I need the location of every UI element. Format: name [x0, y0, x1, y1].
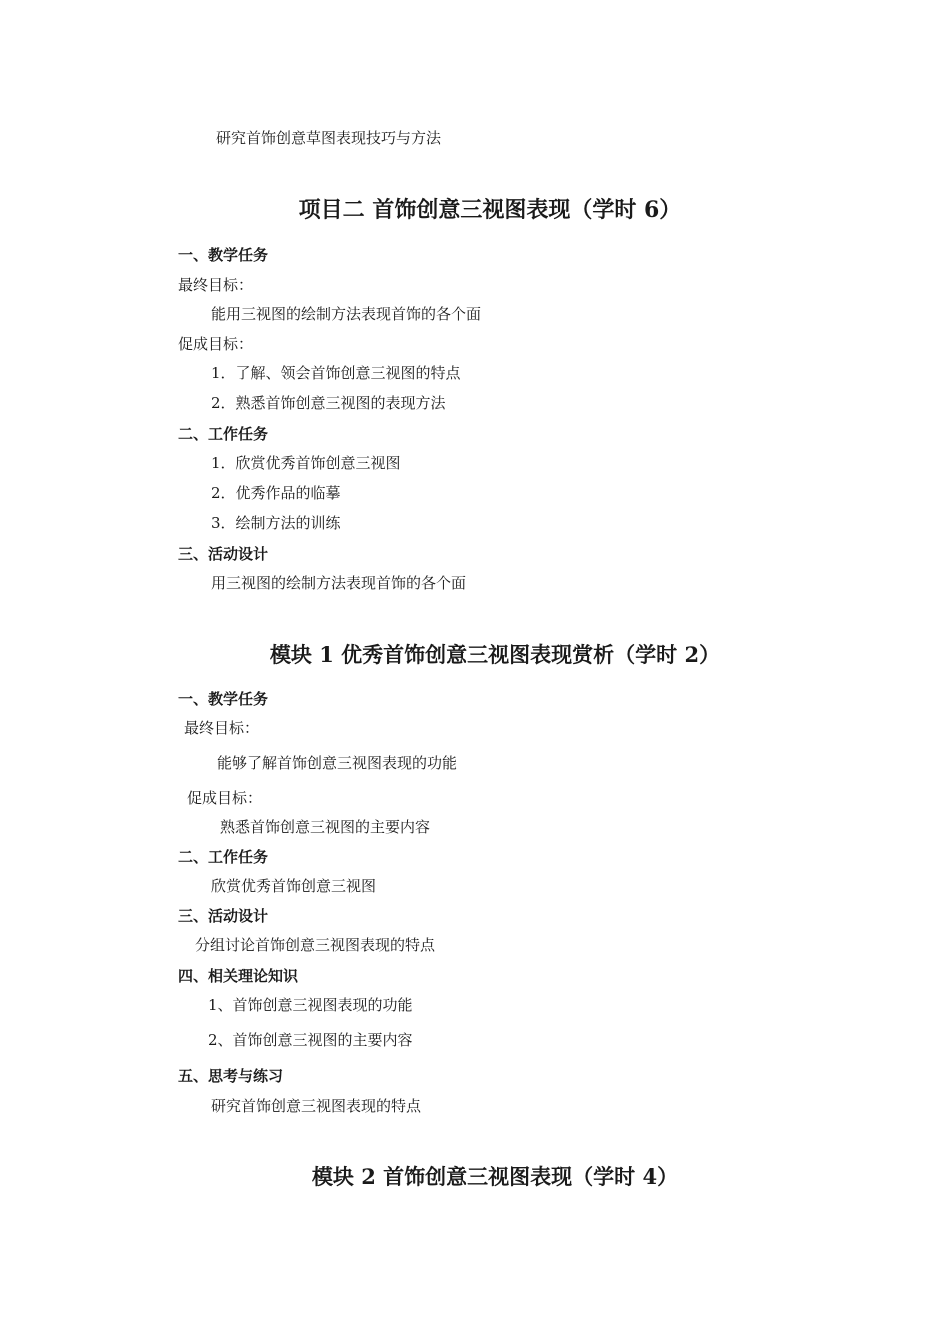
- m1-theory-2: 2、首饰创意三视图的主要内容: [208, 1031, 413, 1049]
- p2-enabling-goal-label: 促成目标：: [178, 335, 254, 353]
- p2-final-goal: 能用三视图的绘制方法表现首饰的各个面: [211, 305, 482, 323]
- p2-enabling-goal-1: 1．了解、领会首饰创意三视图的特点: [211, 364, 461, 382]
- m1-enabling-goal: 熟悉首饰创意三视图的主要内容: [220, 818, 431, 836]
- m1-work-task: 欣赏优秀首饰创意三视图: [211, 877, 377, 895]
- p2-work-task-2: 2．优秀作品的临摹: [211, 484, 341, 502]
- m1-theory-heading: 四、相关理论知识: [178, 967, 299, 985]
- m1-final-goal: 能够了解首饰创意三视图表现的功能: [217, 754, 458, 772]
- p2-teaching-task-heading: 一、教学任务: [178, 246, 269, 264]
- p2-activity-heading: 三、活动设计: [178, 545, 269, 563]
- m1-final-goal-label: 最终目标：: [184, 719, 260, 737]
- m1-activity-heading: 三、活动设计: [178, 907, 269, 925]
- module2-title: 模块 2 首饰创意三视图表现（学时 4）: [311, 1164, 679, 1189]
- p2-enabling-goal-2: 2．熟悉首饰创意三视图的表现方法: [211, 394, 446, 412]
- p2-final-goal-label: 最终目标：: [178, 276, 254, 294]
- m1-exercise: 研究首饰创意三视图表现的特点: [211, 1097, 422, 1115]
- project2-title: 项目二 首饰创意三视图表现（学时 6）: [298, 197, 682, 223]
- m1-enabling-goal-label: 促成目标：: [187, 789, 263, 807]
- intro-line: 研究首饰创意草图表现技巧与方法: [216, 129, 442, 147]
- m1-theory-1: 1、首饰创意三视图表现的功能: [208, 996, 413, 1014]
- m1-activity: 分组讨论首饰创意三视图表现的特点: [195, 936, 436, 954]
- p2-work-task-heading: 二、工作任务: [178, 425, 269, 443]
- m1-work-task-heading: 二、工作任务: [178, 848, 269, 866]
- p2-work-task-3: 3．绘制方法的训练: [211, 514, 341, 532]
- p2-activity: 用三视图的绘制方法表现首饰的各个面: [211, 574, 467, 592]
- p2-work-task-1: 1．欣赏优秀首饰创意三视图: [211, 454, 401, 472]
- module1-title: 模块 1 优秀首饰创意三视图表现赏析（学时 2）: [269, 642, 721, 667]
- m1-teaching-task-heading: 一、教学任务: [178, 690, 269, 708]
- m1-exercise-heading: 五、思考与练习: [178, 1067, 284, 1085]
